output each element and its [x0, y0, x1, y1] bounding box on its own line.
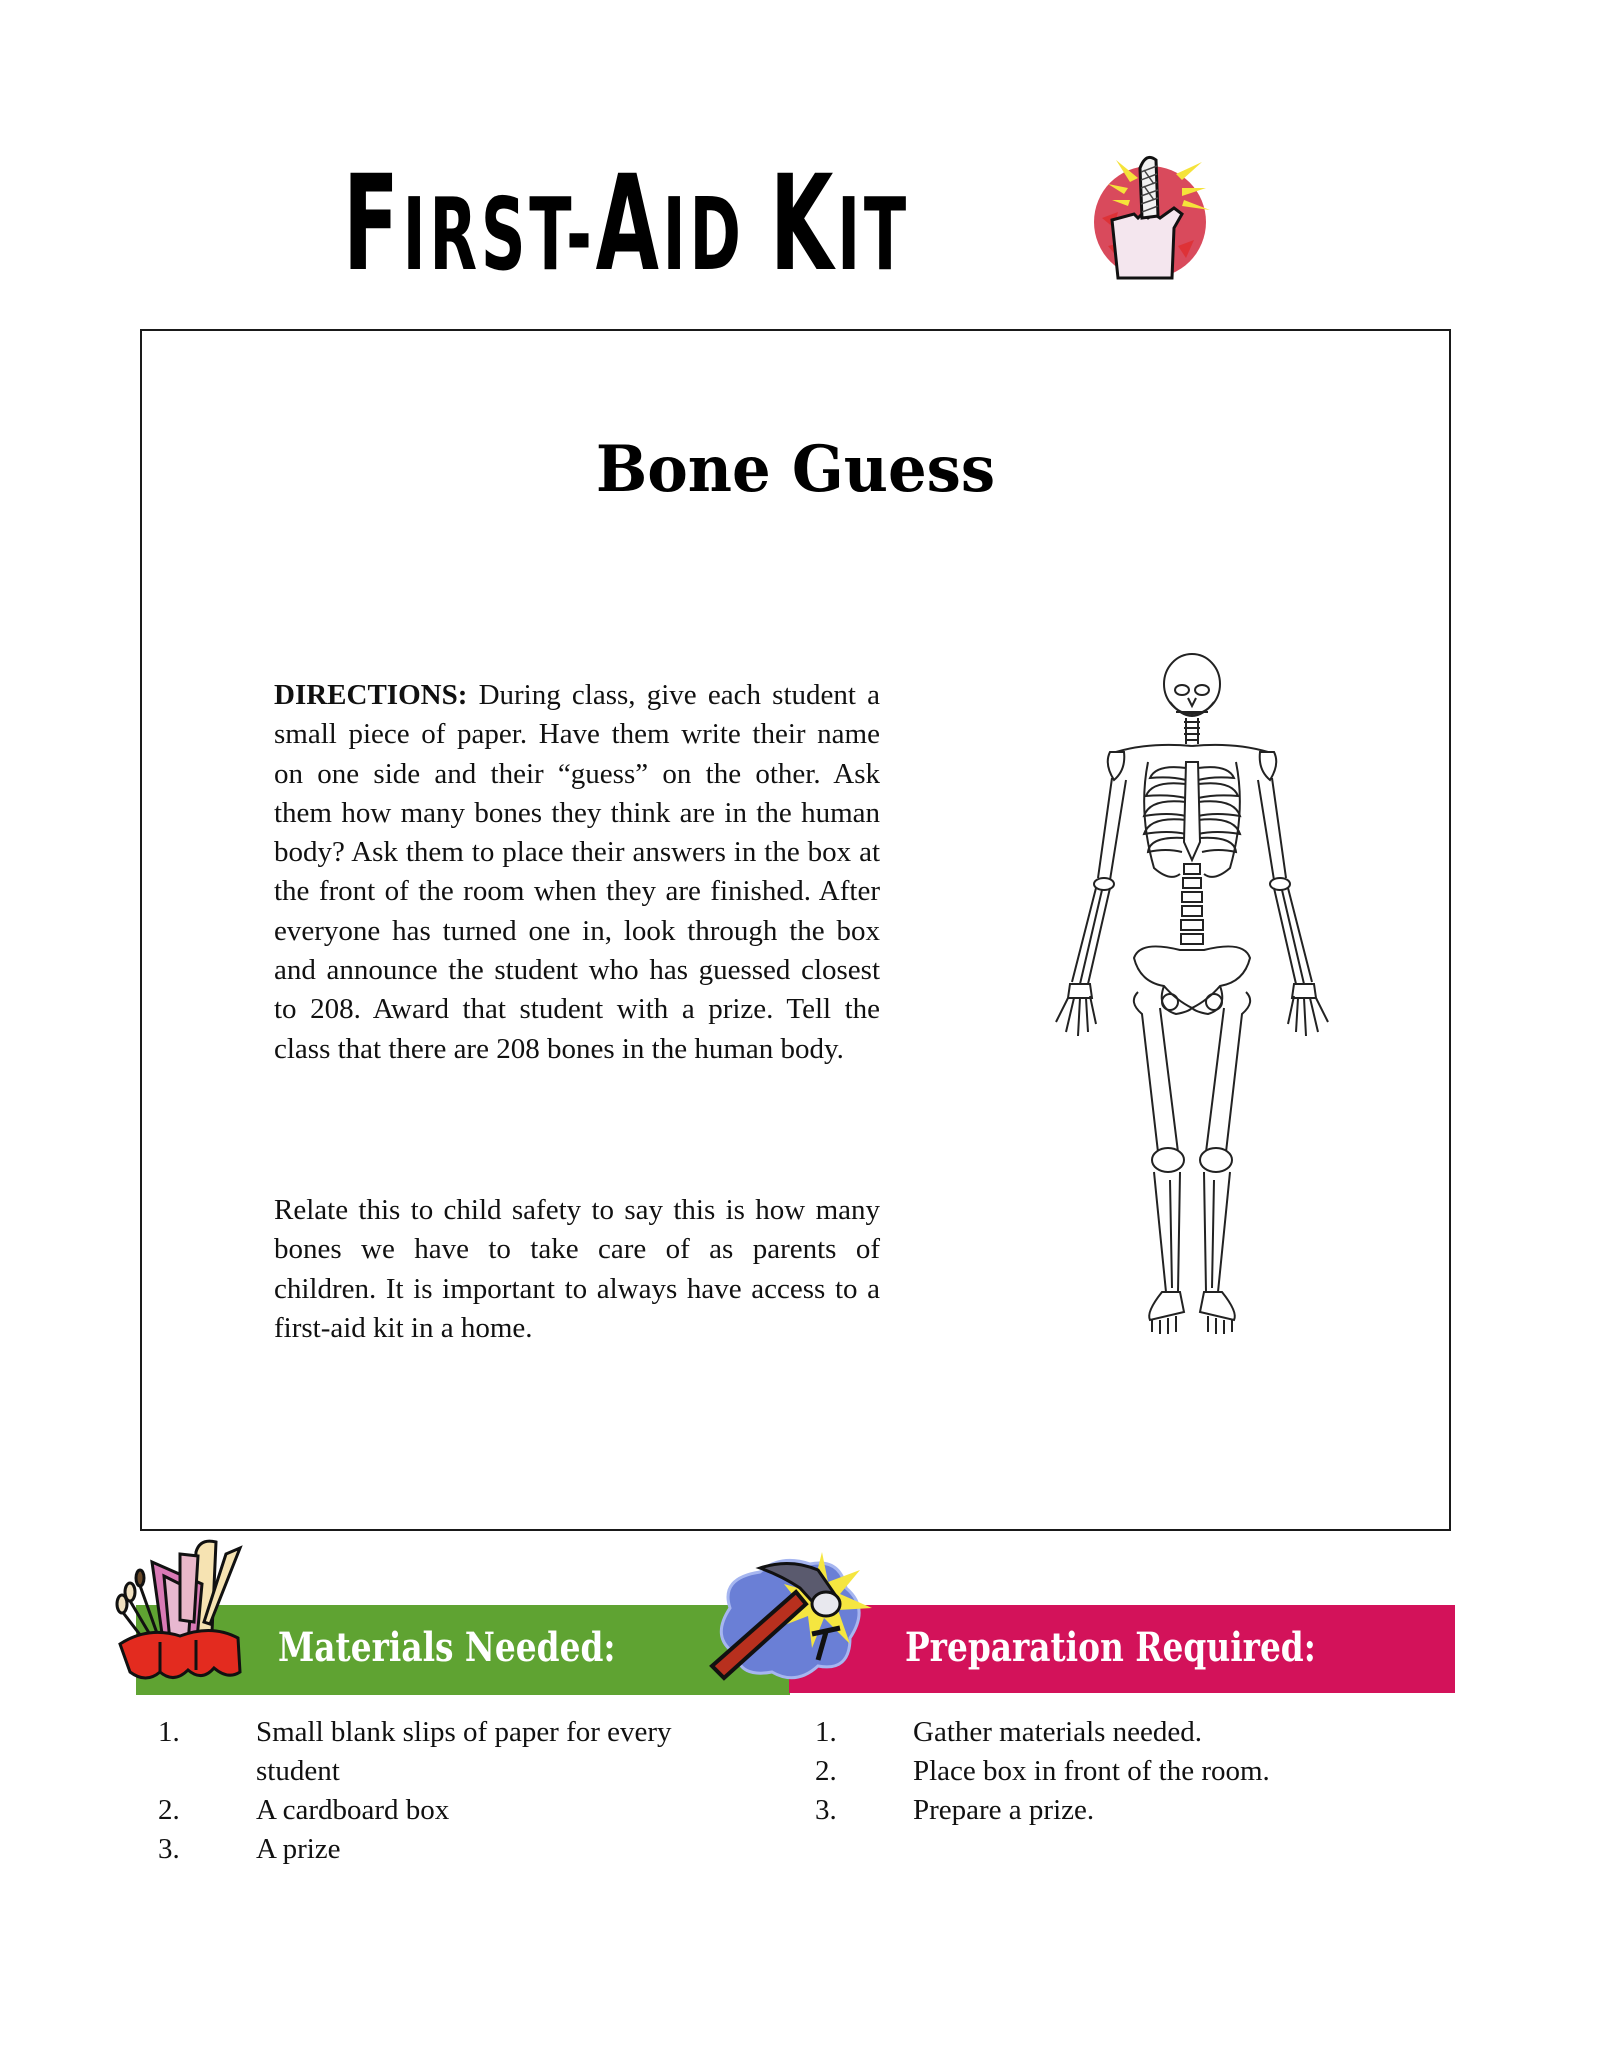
directions-text: During class, give each student a small piece of paper. Have them write their name on one side and their “guess” on the other. Ask them how many bones they think are in the human body? Ask them to place their answers in the box at the front of the room when they are finished. After everyone has turned one in, look through the box and announce the student who has guessed closest to 208. Award that student with a prize. Tell the class that there are 208 bones in the human body.: [274, 679, 880, 1065]
preparation-heading: Preparation Required:: [905, 1624, 1316, 1671]
title-letter-k: K: [769, 147, 838, 301]
title-letter-a: A: [595, 147, 663, 301]
directions-paragraph: [274, 676, 880, 1069]
list-item: [815, 1752, 1375, 1791]
activity-title: Bone Guess: [595, 432, 996, 507]
relate-paragraph: Relate this to child safety to say this is how many bones we have to take care of as parents of children. It is important to always have access to a first-aid kit in a home.: [274, 1194, 880, 1344]
header-title-text: [343, 147, 910, 301]
list-item-number: 3.: [158, 1833, 180, 1865]
list-item-text: A cardboard box: [256, 1794, 450, 1826]
list-item-number: 1.: [815, 1716, 837, 1748]
skeleton-illustration: [1030, 652, 1350, 1342]
list-item-number: 2.: [815, 1755, 837, 1787]
materials-heading: Materials Needed:: [278, 1624, 616, 1671]
list-item: [158, 1713, 718, 1791]
title-letters-it: IT: [837, 176, 910, 293]
list-item-number: 1.: [158, 1716, 180, 1748]
title-letters-irst: IRST-: [402, 176, 596, 293]
art-supplies-bag-icon: [108, 1532, 253, 1687]
title-letter-f: F: [343, 147, 403, 301]
directions-label: DIRECTIONS:: [274, 679, 468, 711]
list-item-text: Gather materials needed.: [913, 1716, 1203, 1748]
list-item: [815, 1791, 1375, 1830]
list-item: [158, 1830, 718, 1869]
list-item-number: 3.: [815, 1794, 837, 1826]
title-letters-id: ID: [662, 176, 770, 293]
list-item-text: Place box in front of the room.: [913, 1755, 1270, 1787]
list-item-text: A prize: [256, 1833, 341, 1865]
list-item-text: Small blank slips of paper for every student: [256, 1716, 672, 1787]
page-header-title: [343, 140, 1023, 301]
list-item-text: Prepare a prize.: [913, 1794, 1095, 1826]
bandaged-finger-icon: [1078, 148, 1218, 288]
list-item: [158, 1791, 718, 1830]
hammer-nail-icon: [700, 1548, 890, 1688]
list-item-number: 2.: [158, 1794, 180, 1826]
materials-list: [158, 1713, 718, 1869]
preparation-list: [815, 1713, 1375, 1830]
list-item: [815, 1713, 1375, 1752]
